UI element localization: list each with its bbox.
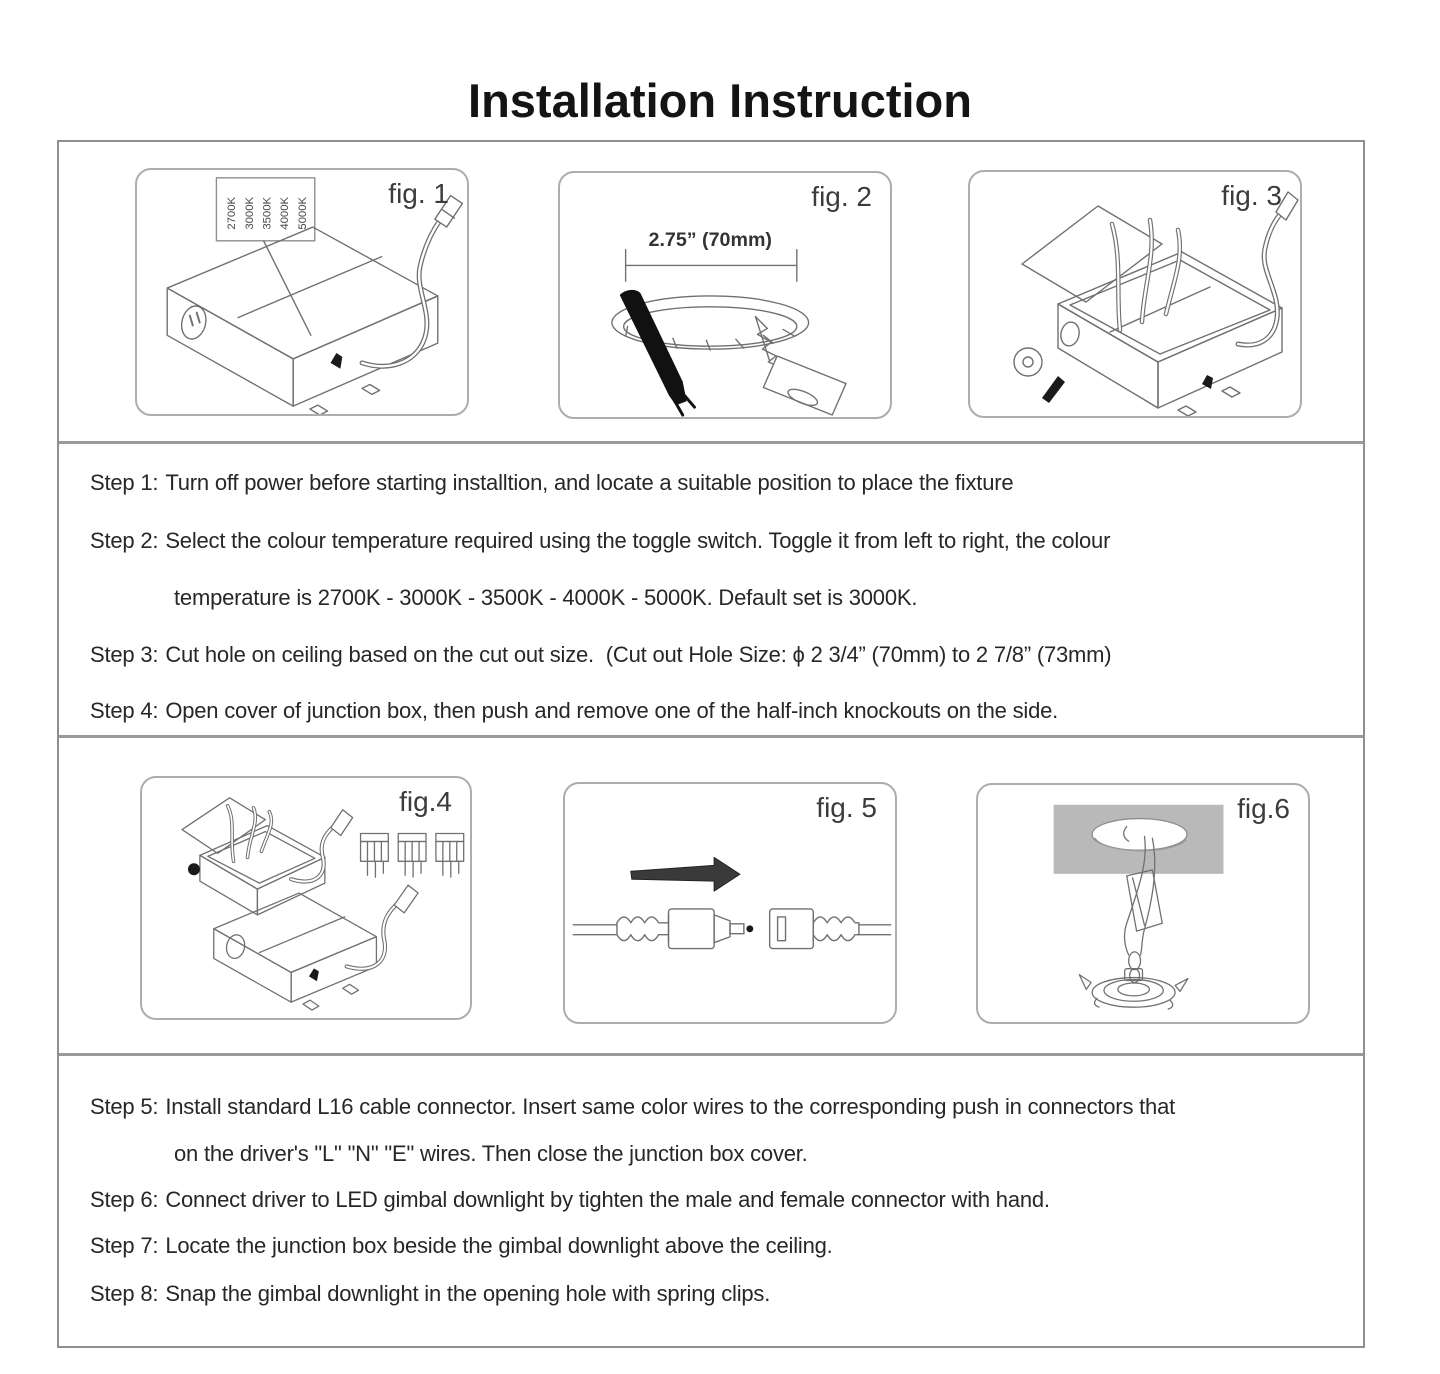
figure-4-label: fig.4 bbox=[399, 786, 452, 817]
figure-5-label: fig. 5 bbox=[816, 792, 877, 823]
push-arrow bbox=[631, 857, 740, 891]
dimension-line bbox=[626, 250, 797, 281]
toggle-switch-mark bbox=[309, 968, 319, 981]
cutout-dimension-label: 2.75” (70mm) bbox=[648, 228, 772, 251]
step-2-continuation: temperature is 2700K - 3000K - 3500K - 4000K - 5000K. Default set is 3000K. bbox=[174, 585, 918, 610]
step-4-text: Open cover of junction box, then push and remove one of the half-inch knockouts on the side. bbox=[165, 698, 1059, 723]
color-temp-option: 4000K bbox=[279, 196, 292, 230]
step-6-label: Step 6: bbox=[90, 1187, 159, 1212]
step-8 bbox=[90, 1281, 770, 1307]
step-8-text: Snap the gimbal downlight in the opening hole with spring clips. bbox=[165, 1281, 771, 1306]
step-3-text: Cut hole on ceiling based on the cut out size. (Cut out Hole Size: ϕ 2 3/4” (70mm) to 2 7/8” (73mm) bbox=[165, 642, 1112, 667]
step-6-text: Connect driver to LED gimbal downlight by tighten the male and female connector with hand. bbox=[165, 1187, 1050, 1212]
power-cable-drawing bbox=[362, 196, 462, 367]
figure-row-bottom bbox=[59, 738, 1363, 1056]
color-temp-option: 2700K bbox=[226, 196, 239, 230]
male-connector-drawing bbox=[573, 909, 753, 949]
figure-4 bbox=[140, 776, 472, 1020]
step-1-label: Step 1: bbox=[90, 470, 159, 495]
ceiling-panel-drawing bbox=[1054, 805, 1224, 874]
step-3-label: Step 3: bbox=[90, 642, 159, 667]
figure-1 bbox=[135, 168, 469, 416]
page-title: Installation Instruction bbox=[468, 74, 972, 128]
toggle-switch-mark bbox=[331, 353, 343, 369]
instruction-document-frame bbox=[57, 140, 1365, 1348]
figure-row-top bbox=[59, 142, 1363, 444]
figure-2-label: fig. 2 bbox=[811, 181, 872, 212]
step-4 bbox=[90, 698, 1058, 724]
steps-5-8-section bbox=[59, 1056, 1363, 1339]
step-2-text: Select the colour temperature required using the toggle switch. Toggle it from left to right, the colour bbox=[165, 528, 1111, 553]
step-5-continuation: on the driver's "L" "N" "E" wires. Then close the junction box cover. bbox=[174, 1141, 808, 1166]
figure-1-label: fig. 1 bbox=[388, 178, 449, 209]
color-temp-option: 3000K bbox=[243, 196, 256, 230]
step-6 bbox=[90, 1187, 1050, 1213]
knockout-disc-drawing bbox=[1014, 348, 1065, 403]
figure-3 bbox=[968, 170, 1302, 418]
step-5-text: Install standard L16 cable connector. Insert same color wires to the corresponding push in connectors that bbox=[165, 1094, 1176, 1119]
color-temp-option: 5000K bbox=[296, 196, 309, 230]
step-2-label: Step 2: bbox=[90, 528, 159, 553]
step-1-text: Turn off power before starting installtion, and locate a suitable position to place the fixture bbox=[165, 470, 1014, 495]
figure-6 bbox=[976, 783, 1310, 1024]
saw-tool-drawing bbox=[756, 317, 847, 415]
driver-junction-box-drawing bbox=[167, 227, 438, 414]
step-7-label: Step 7: bbox=[90, 1233, 159, 1258]
figure-6-label: fig.6 bbox=[1237, 793, 1290, 824]
step-5-label: Step 5: bbox=[90, 1094, 159, 1119]
step-4-label: Step 4: bbox=[90, 698, 159, 723]
step-8-label: Step 8: bbox=[90, 1281, 159, 1306]
step-7 bbox=[90, 1233, 833, 1259]
marker-tool-drawing bbox=[620, 290, 695, 415]
step-7-text: Locate the junction box beside the gimbal downlight above the ceiling. bbox=[165, 1233, 833, 1258]
open-junction-box-drawing bbox=[182, 798, 353, 915]
figure-5 bbox=[563, 782, 897, 1024]
step-1 bbox=[90, 470, 1013, 496]
step-3 bbox=[90, 642, 1111, 668]
steps-1-4-section bbox=[59, 444, 1363, 738]
push-in-connectors-drawing bbox=[361, 834, 464, 878]
female-connector-drawing bbox=[770, 909, 891, 949]
step-2 bbox=[90, 528, 1110, 554]
step-5 bbox=[90, 1094, 1175, 1120]
color-temp-option: 3500K bbox=[261, 196, 274, 230]
closed-junction-box-drawing bbox=[214, 885, 418, 1010]
figure-2 bbox=[558, 171, 892, 419]
power-cable-drawing bbox=[1238, 192, 1298, 345]
figure-3-label: fig. 3 bbox=[1221, 180, 1282, 211]
gimbal-downlight-drawing bbox=[1079, 969, 1188, 1009]
